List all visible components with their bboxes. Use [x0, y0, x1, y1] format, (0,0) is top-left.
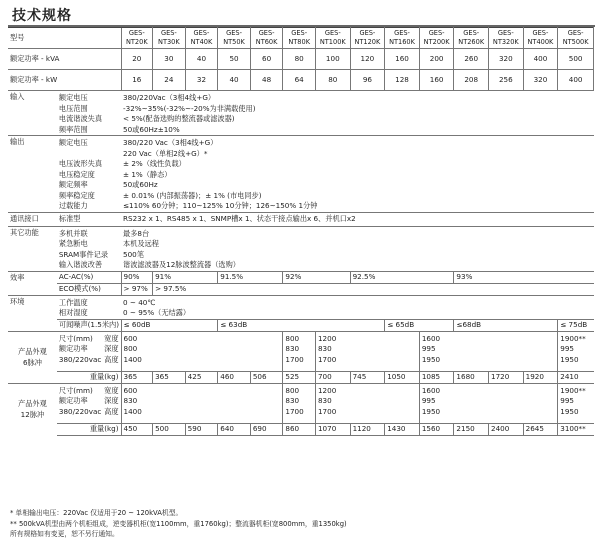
- kw-row: [8, 70, 594, 91]
- kva-cell: 200: [419, 49, 454, 70]
- output-value: 220 Vac（单相2线+G）*: [123, 148, 208, 158]
- dim-value: 1900**: [560, 333, 586, 343]
- noise-row: [8, 319, 594, 331]
- dim-value: 600: [123, 333, 138, 343]
- dim-value: 1200: [317, 385, 337, 395]
- dims-label: 额定功率: [58, 344, 88, 353]
- kva-cell: 60: [250, 49, 283, 70]
- other-key: 多机并联: [58, 228, 88, 238]
- dim-value: 830: [317, 396, 332, 405]
- environment-value: 0 ~ 40℃: [123, 297, 156, 307]
- weight-cell: 1560: [419, 423, 454, 435]
- pulse6-dims-row: [8, 331, 594, 371]
- dim-value: 1900**: [560, 385, 586, 395]
- kva-cell: 80: [283, 49, 316, 70]
- model-cell: GES-NT400K: [523, 28, 558, 49]
- dim-value: 995: [421, 344, 436, 353]
- dim-value: 1950: [421, 354, 441, 364]
- input-key: 电压范围: [58, 103, 88, 113]
- comm-value: RS232 x 1、RS485 x 1、SNMP槽x 1、状态干接点输出x 6、并机口x2: [121, 212, 593, 226]
- kva-label: 额定功率 - kVA: [8, 49, 121, 70]
- pulse12-dims-row: [8, 383, 594, 423]
- dims-sub: 宽度: [104, 333, 119, 343]
- comm-label: 通讯接口: [8, 212, 57, 226]
- kva-row: [8, 49, 594, 70]
- model-cell: GES-NT160K: [385, 28, 420, 49]
- weight-cell: 506: [250, 371, 283, 383]
- kva-cell: 40: [185, 49, 218, 70]
- input-value: -32%~35%(-32%~-20%为非满载使用): [123, 103, 256, 113]
- model-cell: GES-NT80K: [283, 28, 316, 49]
- output-key: 额定频率: [58, 180, 88, 189]
- kw-cell: 208: [454, 70, 489, 91]
- weight-cell: 500: [153, 423, 186, 435]
- kw-cell: 320: [523, 70, 558, 91]
- kva-cell: 160: [385, 49, 420, 70]
- eco-value: > 97%: [121, 283, 153, 295]
- input-section: [8, 91, 594, 136]
- weight-cell: 1120: [350, 423, 385, 435]
- output-value: 380/220 Vac（3相4线+G）: [123, 138, 218, 147]
- model-cell: GES-NT260K: [454, 28, 489, 49]
- model-row: [8, 28, 594, 49]
- kva-cell: 120: [350, 49, 385, 70]
- dims-sub: 高度: [104, 354, 119, 364]
- model-cell: GES-NT30K: [153, 28, 186, 49]
- kw-cell: 256: [489, 70, 524, 91]
- weight-cell: 3100**: [558, 423, 594, 435]
- noise-value: ≤ 75dB: [558, 319, 594, 331]
- kw-cell: 64: [283, 70, 316, 91]
- model-cell: GES-NT120K: [350, 28, 385, 49]
- eco-value: > 97.5%: [153, 283, 594, 295]
- dim-value: 830: [285, 396, 300, 405]
- dims-sub: 宽度: [104, 385, 119, 395]
- weight-cell: 425: [185, 371, 218, 383]
- dim-value: 1600: [421, 333, 441, 343]
- output-value: 50或60Hz: [123, 180, 158, 189]
- weight-cell: 365: [121, 371, 153, 383]
- footnotes: [10, 508, 347, 540]
- ac-ac-value: 92.5%: [350, 271, 454, 283]
- model-cell: GES-NT40K: [185, 28, 218, 49]
- input-key: 额定电压: [58, 93, 88, 102]
- kw-cell: 24: [153, 70, 186, 91]
- dim-value: 800: [285, 333, 300, 343]
- dim-value: 1600: [421, 385, 441, 395]
- footnote: ** 500kVA机型由两个机柜组成，逆变器机柜(宽1100mm，重1760kg)；整流器机柜(宽800mm，重1350kg): [10, 519, 347, 528]
- kw-cell: 16: [121, 70, 153, 91]
- input-key: 频率范围: [58, 124, 88, 134]
- noise-value: ≤68dB: [454, 319, 558, 331]
- ac-ac-label: AC-AC(%): [57, 271, 121, 283]
- model-cell: GES-NT20K: [121, 28, 153, 49]
- output-key: 电压稳定度: [58, 169, 95, 179]
- weight-cell: 2645: [523, 423, 558, 435]
- output-key: 频率稳定度: [58, 190, 95, 200]
- weight-cell: 2400: [489, 423, 524, 435]
- kva-cell: 400: [523, 49, 558, 70]
- spec-table: [8, 27, 594, 436]
- kw-label: 额定功率 - kW: [8, 70, 121, 91]
- dim-value: 1700: [317, 406, 337, 416]
- dim-value: 800: [285, 385, 300, 395]
- dim-value: 1950: [560, 406, 579, 416]
- other-label: 其它功能: [8, 226, 57, 271]
- output-value: ± 1%（静态）: [123, 169, 172, 179]
- ac-ac-value: 93%: [454, 271, 594, 283]
- noise-value: ≤ 65dB: [385, 319, 454, 331]
- other-value: 500笔: [123, 249, 144, 259]
- dims-sub: 深度: [104, 344, 119, 353]
- dims-sub: 深度: [104, 396, 119, 405]
- dim-value: 830: [123, 396, 138, 405]
- kw-cell: 400: [558, 70, 594, 91]
- input-value: < 5%(配备选购的整流器或滤波器): [123, 114, 235, 123]
- dim-value: 800: [123, 344, 138, 353]
- weight-cell: 1680: [454, 371, 489, 383]
- dims-label: 额定功率: [58, 396, 88, 405]
- output-value: ≤110% 60分钟；110~125% 10分钟；126~150% 1分钟: [123, 201, 318, 210]
- efficiency-label: 效率: [8, 271, 57, 295]
- weight-cell: 1720: [489, 371, 524, 383]
- dim-value: 1400: [123, 406, 142, 416]
- weight-cell: 460: [218, 371, 251, 383]
- output-section: [8, 136, 594, 213]
- weight-cell: 1070: [315, 423, 350, 435]
- kva-cell: 500: [558, 49, 594, 70]
- pulse6-sublabel: 6脉冲: [22, 358, 42, 367]
- page-title: 技术规格: [12, 8, 72, 24]
- ac-ac-value: 90%: [121, 271, 153, 283]
- weight-cell: 690: [250, 423, 283, 435]
- pulse12-sublabel: 12脉冲: [20, 410, 45, 420]
- output-key: [59, 149, 119, 160]
- dim-value: 1200: [317, 333, 337, 343]
- other-value: 谐波滤波器及12脉波整流器（选购）: [123, 260, 240, 269]
- weight-cell: 1430: [385, 423, 420, 435]
- comm-key: 标准型: [57, 212, 121, 226]
- weight-cell: 450: [121, 423, 153, 435]
- model-cell: GES-NT50K: [218, 28, 251, 49]
- dim-value: 830: [285, 344, 300, 353]
- model-cell: GES-NT320K: [489, 28, 524, 49]
- model-cell: GES-NT500K: [558, 28, 594, 49]
- kva-cell: 100: [315, 49, 350, 70]
- footnote: * 单相输出电压：220Vac 仅适用于20 ~ 120kVA机型。: [10, 509, 183, 517]
- other-section: [8, 226, 594, 271]
- input-value: 50或60Hz±10%: [123, 124, 180, 134]
- footnote: 所有规格如有变更，恕不另行通知。: [10, 530, 119, 538]
- noise-label: 可闻噪声(1.5米内): [57, 319, 121, 331]
- kw-cell: 32: [185, 70, 218, 91]
- model-cell: GES-NT100K: [315, 28, 350, 49]
- weight-cell: 590: [185, 423, 218, 435]
- dim-value: 1950: [560, 354, 579, 364]
- kw-cell: 48: [250, 70, 283, 91]
- weight-cell: 860: [283, 423, 316, 435]
- dims-sub: 高度: [104, 406, 119, 416]
- weight-cell: 1050: [385, 371, 420, 383]
- output-key: 过载能力: [58, 201, 88, 210]
- output-key: 额定电压: [58, 138, 88, 147]
- model-cell: GES-NT200K: [419, 28, 454, 49]
- pulse12-label: 产品外观: [18, 399, 47, 409]
- weight-cell: 1920: [523, 371, 558, 383]
- environment-label: 环境: [8, 295, 57, 331]
- weight-cell: 365: [153, 371, 186, 383]
- dim-value: 1700: [285, 406, 304, 416]
- dim-value: 995: [560, 396, 574, 405]
- input-key: 电流谐波失真: [58, 114, 103, 123]
- output-label: 输出: [8, 136, 57, 213]
- dims-label: 尺寸(mm): [58, 333, 93, 343]
- dims-label: 380/220vac: [58, 354, 102, 364]
- environment-section: [8, 295, 594, 319]
- kva-cell: 320: [489, 49, 524, 70]
- output-value: ± 2%（线性负载）: [123, 159, 186, 168]
- pulse12-weight-row: [8, 423, 594, 435]
- kva-cell: 30: [153, 49, 186, 70]
- kw-cell: 96: [350, 70, 385, 91]
- noise-value: ≤ 60dB: [121, 319, 218, 331]
- dim-value: 1400: [123, 354, 142, 364]
- kw-cell: 80: [315, 70, 350, 91]
- weight-cell: 745: [350, 371, 385, 383]
- dims-label: 尺寸(mm): [58, 385, 93, 395]
- weight-cell: 700: [315, 371, 350, 383]
- model-cell: GES-NT60K: [250, 28, 283, 49]
- dim-value: 995: [560, 344, 574, 353]
- pulse6-weight-row: [8, 371, 594, 383]
- output-value: ± 0.01% (内部振荡器)；± 1% (市电同步): [123, 190, 262, 200]
- input-value: 380/220Vac（3相4线+G）: [123, 93, 216, 102]
- model-label: 型号: [8, 28, 121, 49]
- weight-cell: 525: [283, 371, 316, 383]
- dim-value: 1700: [285, 354, 304, 364]
- dim-value: 995: [421, 396, 436, 405]
- ac-ac-value: 91%: [153, 271, 218, 283]
- weight-label: 重量(kg): [57, 423, 121, 435]
- dim-value: 830: [317, 344, 332, 353]
- dim-value: 1700: [317, 354, 337, 364]
- kva-cell: 260: [454, 49, 489, 70]
- environment-key: 工作温度: [58, 297, 88, 307]
- kw-cell: 160: [419, 70, 454, 91]
- kw-cell: 128: [385, 70, 420, 91]
- weight-label: 重量(kg): [57, 371, 121, 383]
- kva-cell: 20: [121, 49, 153, 70]
- ac-ac-value: 92%: [283, 271, 350, 283]
- dims-label: 380/220vac: [58, 406, 102, 416]
- other-key: SRAM事件记录: [58, 249, 109, 259]
- other-value: 本机及远程: [123, 239, 159, 248]
- other-key: 紧急断电: [58, 239, 88, 248]
- efficiency-eco-row: [8, 283, 594, 295]
- output-key: 电压波形失真: [58, 159, 103, 168]
- noise-value: ≤ 63dB: [218, 319, 385, 331]
- efficiency-ac-row: [8, 271, 594, 283]
- environment-key: 相对湿度: [58, 308, 88, 317]
- weight-cell: 640: [218, 423, 251, 435]
- kw-cell: 40: [218, 70, 251, 91]
- dim-value: 600: [123, 385, 138, 395]
- eco-label: ECO模式(%): [58, 283, 101, 293]
- ac-ac-value: 91.5%: [218, 271, 283, 283]
- weight-cell: 2150: [454, 423, 489, 435]
- environment-value: 0 ~ 95%（无结露）: [123, 308, 191, 317]
- kva-cell: 50: [218, 49, 251, 70]
- comm-section: [8, 212, 594, 226]
- weight-cell: 2410: [558, 371, 594, 383]
- other-key: 输入谐波改善: [58, 260, 103, 269]
- dim-value: 1950: [421, 406, 441, 416]
- weight-cell: 1085: [419, 371, 454, 383]
- input-label: 输入: [8, 91, 57, 136]
- pulse6-label: 产品外观: [18, 347, 47, 356]
- other-value: 最多8台: [123, 228, 150, 238]
